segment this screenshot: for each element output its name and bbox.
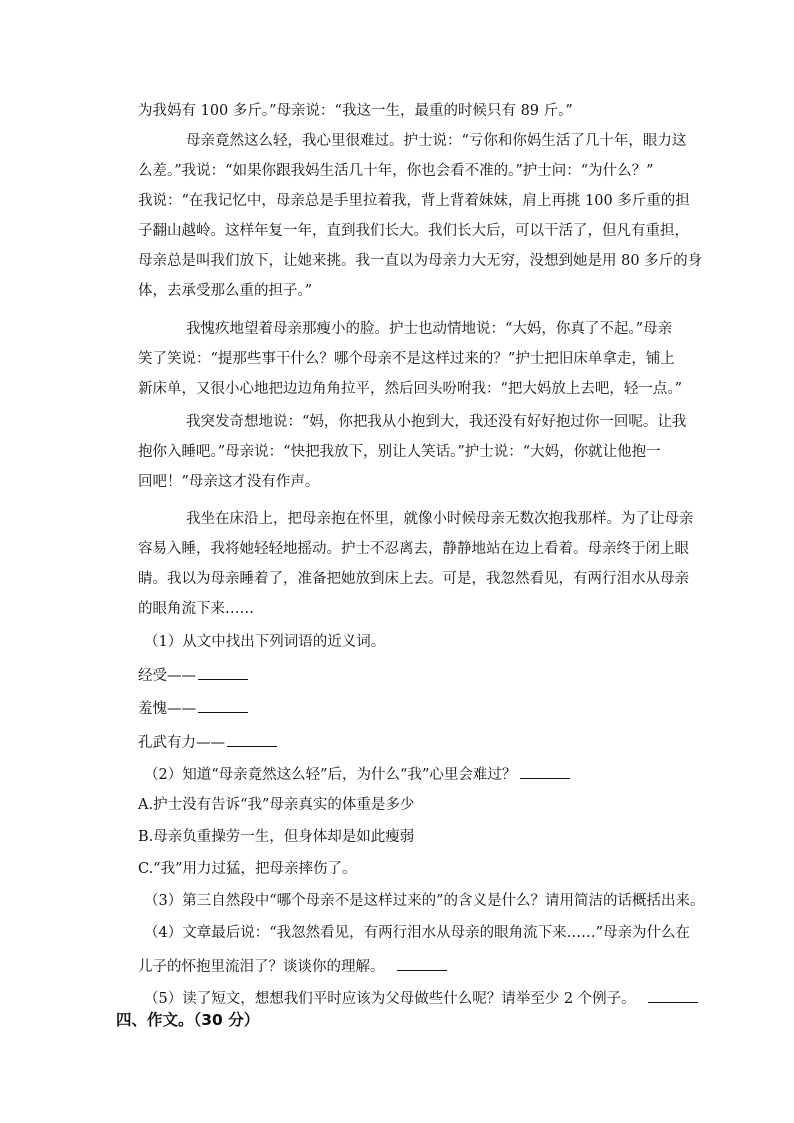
text-line: 我说：“在我记忆中，母亲总是手里拉着我，背上背着妹妹，肩上再挑 100 多斤重的担	[138, 193, 690, 209]
option-c: C.“我”用力过猛，把母亲摔伤了。	[138, 861, 357, 877]
answer-blank[interactable]	[198, 697, 248, 713]
synonym-word: 孔武有力——	[138, 735, 225, 751]
option-a: A.护士没有告诉“我”母亲真实的体重是多少	[138, 797, 415, 813]
question-5	[144, 987, 698, 1009]
text-line: 子翻山越岭。这样年复一年，直到我们长大。我们长大后，可以干活了，但凡有重担，	[138, 223, 689, 239]
text-line: 回吧！”母亲这才没有作声。	[138, 474, 320, 490]
passage-paragraph-1	[138, 126, 703, 306]
synonym-word: 经受——	[138, 668, 196, 684]
text-line: 我突发奇想地说：“妈，你把我从小抱到大，我还没有好好抱过你一回呢。让我	[186, 414, 687, 430]
section-heading: 四、作文。（30 分）	[116, 1011, 260, 1029]
text-line: 我坐在床沿上，把母亲抱在怀里，就像小时候母亲无数次抱我那样。为了让母亲	[186, 511, 694, 527]
question-text: 儿子的怀抱里流泪了？谈谈你的理解。	[138, 959, 385, 975]
text-line: 睛。我以为母亲睡着了，准备把她放到床上去。可是，我忽然看见，有两行泪水从母亲	[138, 571, 689, 587]
answer-blank[interactable]	[198, 664, 248, 680]
question-3: （3）第三自然段中“哪个母亲不是这样过来的”的含义是什么？请用简洁的话概括出来。	[144, 893, 705, 909]
text-line: 母亲竟然这么轻，我心里很难过。护士说：“亏你和你妈生活了几十年，眼力这	[186, 133, 687, 149]
text-line: 笑了笑说：“提那些事干什么？哪个母亲不是这样过来的？”护士把旧床单拿走，铺上	[138, 351, 675, 367]
question-2	[144, 763, 570, 785]
option-b: B.母亲负重操劳一生，但身体却是如此瘦弱	[138, 829, 415, 845]
answer-blank[interactable]	[648, 987, 698, 1003]
synonym-item-2	[138, 697, 248, 719]
answer-blank[interactable]	[227, 731, 277, 747]
answer-blank[interactable]	[397, 955, 447, 971]
passage-paragraph-0	[138, 96, 668, 126]
question-text: （5）读了短文，想想我们平时应该为父母做些什么呢？请举至少 2 个例子。	[144, 991, 636, 1007]
synonym-item-3	[138, 731, 277, 753]
text-line: 新床单，又很小心地把边边角角拉平，然后回头吩咐我：“把大妈放上去吧，轻一点。”	[138, 381, 683, 397]
passage-paragraph-4	[138, 504, 694, 624]
question-1: （1）从文中找出下列词语的近义词。	[144, 634, 386, 650]
text-line: 的眼角流下来……	[138, 601, 254, 617]
text-line: 母亲总是叫我们放下，让她来挑。我一直以为母亲力大无穷，没想到她是用 80 多斤的身	[138, 253, 703, 269]
passage-paragraph-3	[138, 407, 687, 497]
passage-paragraph-2	[138, 314, 683, 404]
text-line: 么差。”我说：“如果你跟我妈生活几十年，你也会看不准的。”护士问：“为什么？”	[138, 163, 654, 179]
synonym-item-1	[138, 664, 248, 686]
question-text: （2）知道“母亲竟然这么轻”后，为什么“我”心里会难过？	[144, 767, 517, 783]
answer-blank[interactable]	[520, 763, 570, 779]
synonym-word: 羞愧——	[138, 701, 196, 717]
question-4-line-1: （4）文章最后说：“我忽然看见，有两行泪水从母亲的眼角流下来……”母亲为什么在	[144, 925, 691, 941]
question-4-line-2	[138, 955, 447, 977]
text-line: 容易入睡，我将她轻轻地摇动。护士不忍离去，静静地站在边上看着。母亲终于闭上眼	[138, 541, 689, 557]
text-line: 为我妈有 100 多斤。”母亲说：“我这一生，最重的时候只有 89 斤。”	[138, 103, 573, 119]
text-line: 抱你入睡吧。”母亲说：“快把我放下，别让人笑话。”护士说：“大妈，你就让他抱一	[138, 444, 661, 460]
text-line: 我愧疚地望着母亲那瘦小的脸。护士也动情地说：“大妈，你真了不起。”母亲	[186, 321, 673, 337]
text-line: 体，去承受那么重的担子。”	[138, 283, 313, 299]
